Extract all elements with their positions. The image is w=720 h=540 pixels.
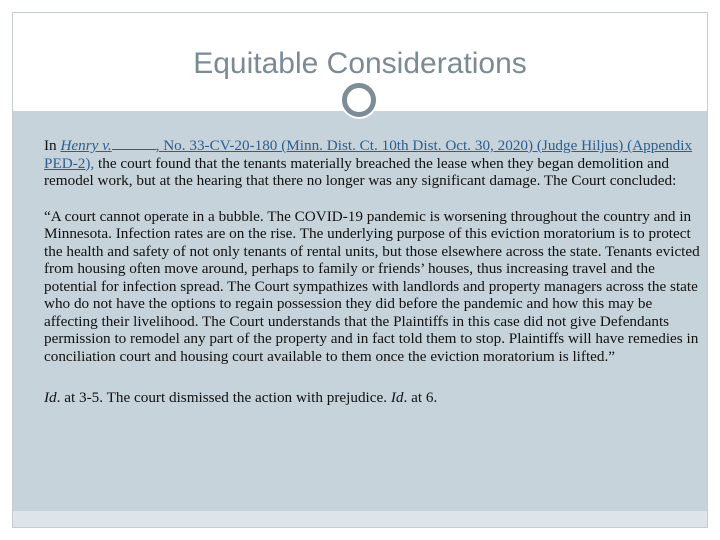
body-text bbox=[44, 137, 706, 425]
intro-text: In bbox=[44, 137, 57, 154]
slide bbox=[12, 12, 708, 528]
circle-ring-icon bbox=[342, 83, 376, 117]
redacted-blank bbox=[112, 137, 156, 150]
paragraph-intro bbox=[44, 137, 706, 190]
conclusion-paragraph bbox=[44, 389, 706, 407]
conclusion-part2: . at 6. bbox=[403, 389, 438, 406]
slide-title: Equitable Considerations bbox=[193, 47, 527, 80]
conclusion-part1: . at 3-5. The court dismissed the action with prejudice. bbox=[56, 389, 391, 406]
case-name: Henry v. bbox=[60, 137, 112, 154]
quote-paragraph: “A court cannot operate in a bubble. The COVID-19 pandemic is worsening throughout the country and in Minnesota. Infection rates are on the rise. The underlying purpose of this eviction moratorium is to protect the health and safety of not only tenants of rental units, but those elsewhere across the state. Tenants evicted from housing often move around, perhaps to family or friends’ houses, thus increasing travel and the potential for infection spread. The Court sympathizes with landlords and property managers across the state who do not have the options to regain possession they did before the pandemic and how this may be affecting their livelihood. The Court understands that the Plaintiffs in this case did not give Defendants permission to remodel any part of the property and in fact told them to stop. Plaintiffs will have remedies in conciliation court and housing court available to them once the eviction moratorium is lifted.” bbox=[44, 207, 700, 365]
bottom-band bbox=[13, 511, 707, 527]
intro-rest: the court found that the tenants materially breached the lease when they began demolition and remodel work, but at the hearing that there no longer was any significant damage. The Court concluded: bbox=[44, 154, 677, 189]
id-ref-1: Id bbox=[44, 389, 57, 406]
citation-text: , No. 33-CV-20-180 (Minn. Dist. Ct. 10th Dist. Oct. 30, 2020) (Judge Hiljus) (Appendix PED-2), bbox=[44, 137, 693, 172]
id-ref-2: Id bbox=[390, 389, 404, 406]
